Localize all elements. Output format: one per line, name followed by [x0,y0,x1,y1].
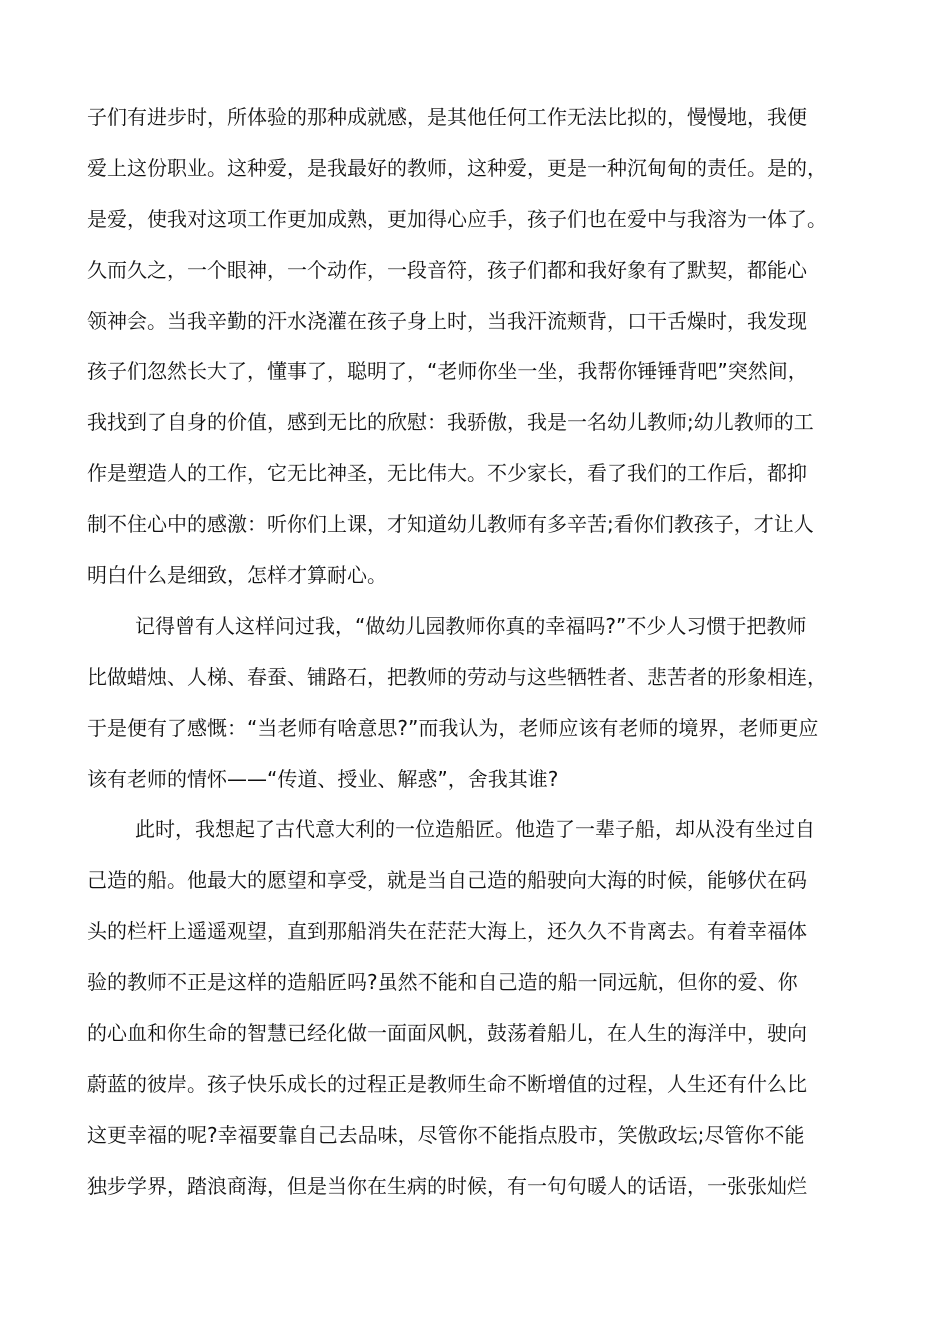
paragraph-first-line: 记得曾有人这样问过我，“做幼儿园教师你真的幸福吗?”不少人习惯于把教师 [135,613,807,638]
text-line: 久而久之，一个眼神，一个动作，一段音符，孩子们都和我好象有了默契，都能心 [87,257,807,282]
text-line: 该有老师的情怀——“传道、授业、解惑”，舍我其谁? [87,766,559,791]
text-line: 于是便有了感慨：“当老师有啥意思?”而我认为，老师应该有老师的境界，老师更应 [87,715,819,740]
text-line: 这更幸福的呢?幸福要靠自己去品味，尽管你不能指点股市，笑傲政坛;尽管你不能 [87,1122,805,1147]
text-line: 领神会。当我辛勤的汗水浇灌在孩子身上时，当我汗流颊背，口干舌燥时，我发现 [87,308,807,333]
text-line: 我找到了自身的价值，感到无比的欣慰：我骄傲，我是一名幼儿教师;幼儿教师的工 [87,410,814,435]
text-line: 孩子们忽然长大了，懂事了，聪明了，“老师你坐一坐，我帮你锤锤背吧”突然间， [87,359,808,384]
text-line: 己造的船。他最大的愿望和享受，就是当自己造的船驶向大海的时候，能够伏在码 [87,868,807,893]
text-line: 蔚蓝的彼岸。孩子快乐成长的过程正是教师生命不断增值的过程，人生还有什么比 [87,1071,807,1096]
paragraph-first-line: 此时，我想起了古代意大利的一位造船匠。他造了一辈子船，却从没有坐过自 [135,817,815,842]
text-line: 子们有进步时，所体验的那种成就感，是其他任何工作无法比拟的，慢慢地，我便 [87,105,807,129]
text-line: 爱上这份职业。这种爱，是我最好的教师，这种爱，更是一种沉甸甸的责任。是的， [87,155,827,180]
text-line: 制不住心中的感激：听你们上课，才知道幼儿教师有多辛苦;看你们教孩子，才让人 [87,512,814,537]
text-line: 明白什么是细致，怎样才算耐心。 [87,563,387,588]
text-line: 比做蜡烛、人梯、春蚕、铺路石，把教师的劳动与这些牺牲者、悲苦者的形象相连， [87,664,827,689]
text-line: 作是塑造人的工作，它无比神圣，无比伟大。不少家长，看了我们的工作后，都抑 [87,461,807,486]
text-line: 验的教师不正是这样的造船匠吗?虽然不能和自己造的船一同远航，但你的爱、你 [87,970,798,995]
text-line: 头的栏杆上遥遥观望，直到那船消失在茫茫大海上，还久久不肯离去。有着幸福体 [87,919,807,944]
text-line: 是爱，使我对这项工作更加成熟，更加得心应手，孩子们也在爱中与我溶为一体了。 [87,206,827,231]
text-line: 独步学界，踏浪商海，但是当你在生病的时候，有一句句暖人的话语，一张张灿烂 [87,1173,807,1198]
body-text [87,92,877,1212]
text-line: 的心血和你生命的智慧已经化做一面面风帆，鼓荡着船儿，在人生的海洋中，驶向 [87,1021,807,1046]
